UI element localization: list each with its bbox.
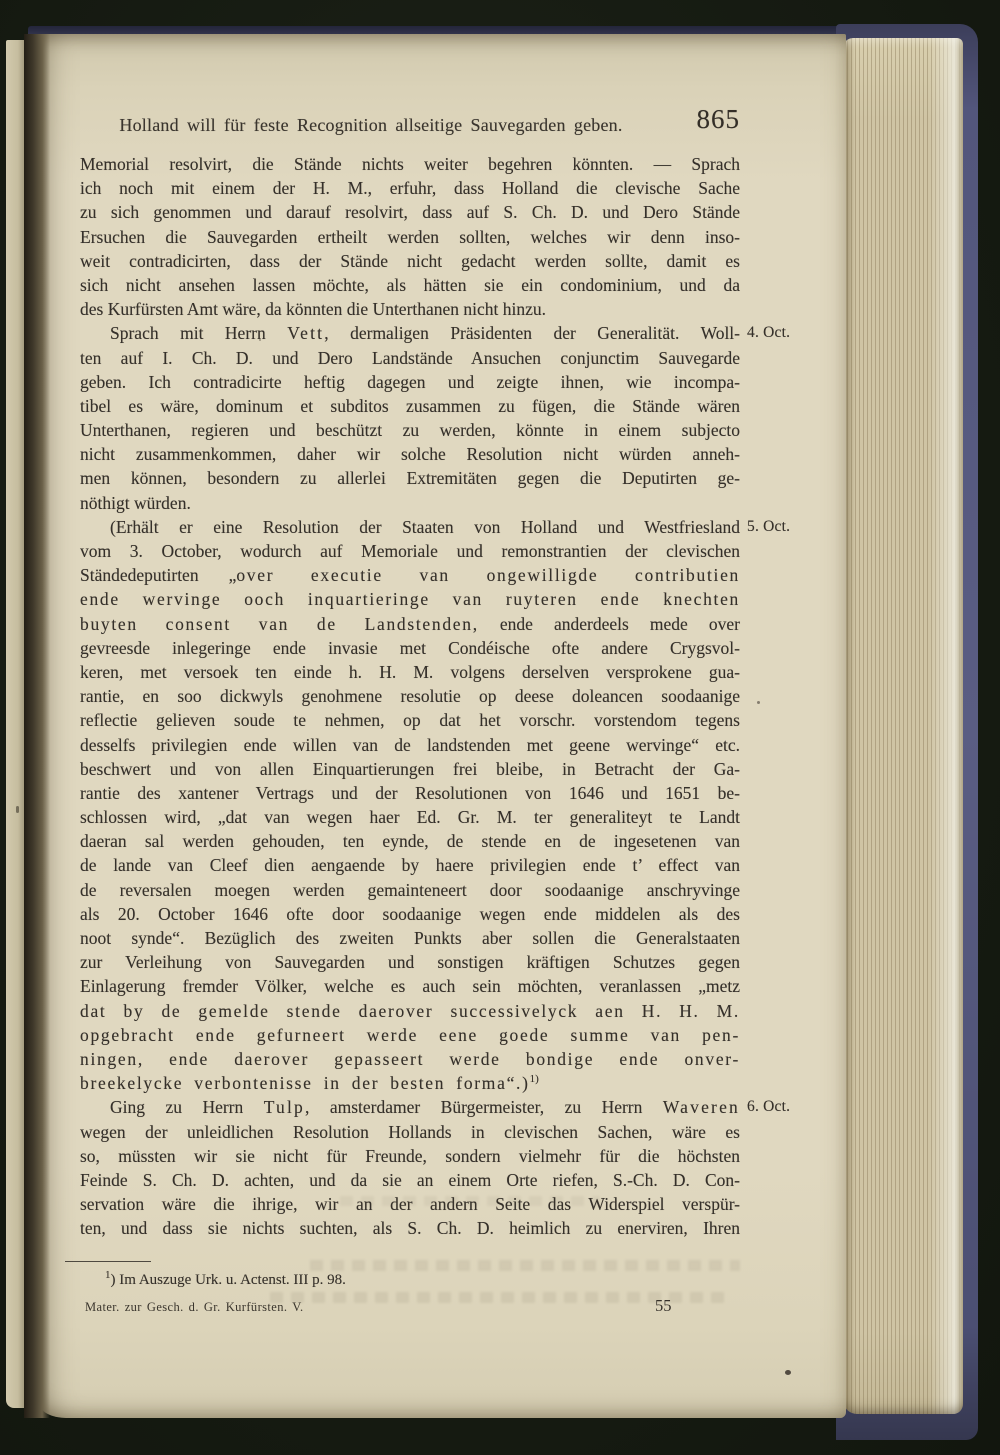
text-line: buyten consent van de Landstenden, ende anderdeels mede over	[80, 613, 740, 634]
text-line: Ersuchen die Sauvegarden ertheilt werden sollten, welches wir denn inso-	[80, 226, 740, 247]
text-line: keren, met versoek ten einde h. H. M. volgens derselven versprokene gua-	[80, 661, 740, 682]
text-line: ningen, ende daerover gepasseert werde bondige ende onver-	[80, 1048, 740, 1069]
footnote-separator	[65, 1261, 151, 1262]
text-line: nicht zusammenkommen, daher wir solche Resolution nicht würden anneh-	[80, 444, 740, 465]
text-line: wegen der unleidlichen Resolution Hollands in clevischen Sachen, wäre es	[80, 1121, 740, 1142]
text-line: Einlagerung fremder Völker, welche es auch sein möchten, veranlassen „metz	[80, 976, 740, 997]
text-line: breekelycke verbontenisse in der besten forma“.)$^{1)}$	[80, 1073, 539, 1094]
text-line: zu sich genommen und darauf resolvirt, dass auf S. Ch. D. und Dero Stände	[80, 202, 740, 223]
text-line: servation wäre die ihrige, wir an der andern Seite das Widerspiel verspür-	[80, 1194, 740, 1215]
margin-date-note: 5. Oct.	[747, 517, 791, 535]
text-line: sich nicht ansehen lassen möchte, als hätten sie ein condominium, und da	[80, 274, 740, 295]
ink-mark	[16, 806, 19, 813]
text-line: reflectie gelieven soude te nehmen, op dat het vorschr. vorstendom tegens	[80, 710, 740, 731]
text-line: de reversalen moegen werden gemainteneert door soodaanige anschryvinge	[80, 879, 740, 900]
text-line: beschwert und von allen Einquartierungen frei bleibe, in Betracht der Ga-	[80, 758, 740, 779]
text-line: Feinde S. Ch. D. achten, und da sie an einem Orte riefen, S.-Ch. D. Con-	[80, 1169, 740, 1190]
page-header	[80, 106, 740, 140]
ink-speck	[757, 701, 760, 704]
margin-date-note: 4. Oct.	[747, 324, 791, 342]
text-line: dat by de gemelde stende daerover successivelyck aen H. H. M.	[80, 1000, 740, 1021]
text-line: rantie, en soo dickwyls genohmene resolutie op deese doleancen soodaanige	[80, 686, 740, 707]
text-line: opgebracht ende gefurneert werde eene goede summe van pen-	[80, 1024, 740, 1045]
footnote	[80, 1269, 740, 1289]
text-line: ten, und dass sie nichts suchten, als S. Ch. D. heimlich zu enerviren, Ihren	[80, 1218, 740, 1239]
page-number: 865	[696, 104, 740, 134]
text-line: desselfs privilegien ende willen van de landstenden met geene wervinge“ etc.	[80, 734, 740, 755]
series-signature: Mater. zur Gesch. d. Gr. Kurfürsten. V.	[85, 1300, 304, 1315]
text-line: zur Verleihung von Sauvegarden und sonstigen kräftigen Schutzes gegen	[80, 952, 740, 973]
text-line: so, müssten wir sie nicht für Freunde, sondern vielmehr für die höchsten	[80, 1145, 740, 1166]
text-line: schlossen wird, „dat van wegen haer Ed. Gr. M. ter generaliteyt te Landt	[80, 807, 740, 828]
underlying-page-edge	[6, 40, 26, 1408]
text-line: Ging zu Herrn Tulp, amsterdamer Bürgermeister, zu Herrn Waveren 6. Oct.	[80, 1095, 740, 1119]
text-line: Memorial resolvirt, die Stände nichts weiter begehren könnten. — Sprach	[80, 154, 740, 174]
text-line: (Erhält er eine Resolution der Staaten von Holland und Westfriesland 5. Oct.	[80, 515, 740, 539]
footnote-marker: 1	[105, 1269, 111, 1282]
text-line: tibel es wäre, dominum et subditos zusammen zu fügen, die Stände wären	[80, 395, 740, 416]
text-line: geben. Ich contradicirte heftig dagegen und zeigte ihnen, wie incompa-	[80, 371, 740, 392]
show-through-smudge	[310, 1260, 740, 1271]
text-line: men können, besondern zu allerlei Extremitäten gegen die Deputirten ge-	[80, 468, 740, 489]
text-line: daeran sal werden gehouden, ten eynde, de stende en de ingesetenen van	[80, 831, 740, 852]
sheet-number: 55	[655, 1296, 672, 1316]
margin-date-note: 6. Oct.	[747, 1098, 791, 1116]
text-line: weit contradicirten, dass der Stände nicht gedacht werden sollte, damit es	[80, 250, 740, 271]
text-line: Unterthanen, regieren und beschützt zu werden, könnte in einem subjecto	[80, 420, 740, 441]
page-body-text	[80, 152, 791, 1240]
text-line: noot synde“. Bezüglich des zweiten Punkts aber sollen die Generalstaaten	[80, 928, 740, 948]
text-line: rantie des xantener Vertrags und der Resolutionen von 1646 und 1651 be-	[80, 782, 740, 803]
text-line: Ständedeputirten „over executie van ongewilligde contributien	[80, 565, 740, 586]
text-line: gevreesde inlegeringe ende invasie met Condéische ofte andere Crygsvol-	[80, 637, 740, 658]
running-title: Holland will für feste Recognition allseitige Sauvegarden geben.	[119, 115, 623, 135]
page-footer	[80, 1296, 740, 1318]
text-line: vom 3. October, wodurch auf Memoriale und remonstrantien der clevischen	[80, 541, 740, 561]
text-line: ende wervinge ooch inquartieringe van ruyteren ende knechten	[80, 589, 740, 610]
text-line: ten auf I. Ch. D. und Dero Landstände Ansuchen conjunctim Sauvegarde	[80, 347, 740, 368]
footnote-reference: 1)	[529, 1073, 539, 1086]
text-line: nöthigt würden.	[80, 492, 191, 513]
text-line: ich noch mit einem der H. M., erfuhr, dass Holland die clevische Sache	[80, 178, 740, 199]
text-line: des Kurfürsten Amt wäre, da könnten die Unterthanen nicht hinzu.	[80, 299, 547, 320]
fore-edge-page-stack	[843, 38, 963, 1414]
text-line: Sprach mit Herrn Vett, dermaligen Präsidenten der Generalität. Woll- 4. Oct.	[80, 321, 740, 345]
text-line: als 20. October 1646 ofte door soodaanige wegen ende middelen als des	[80, 903, 740, 924]
footnote-text: ) Im Auszuge Urk. u. Actenst. III p. 98.	[110, 1272, 346, 1289]
book-page	[40, 34, 846, 1418]
text-line: de lande van Cleef dien aengaende by haere privilegien ende t’ effect van	[80, 855, 740, 876]
ink-speck	[785, 1370, 791, 1375]
